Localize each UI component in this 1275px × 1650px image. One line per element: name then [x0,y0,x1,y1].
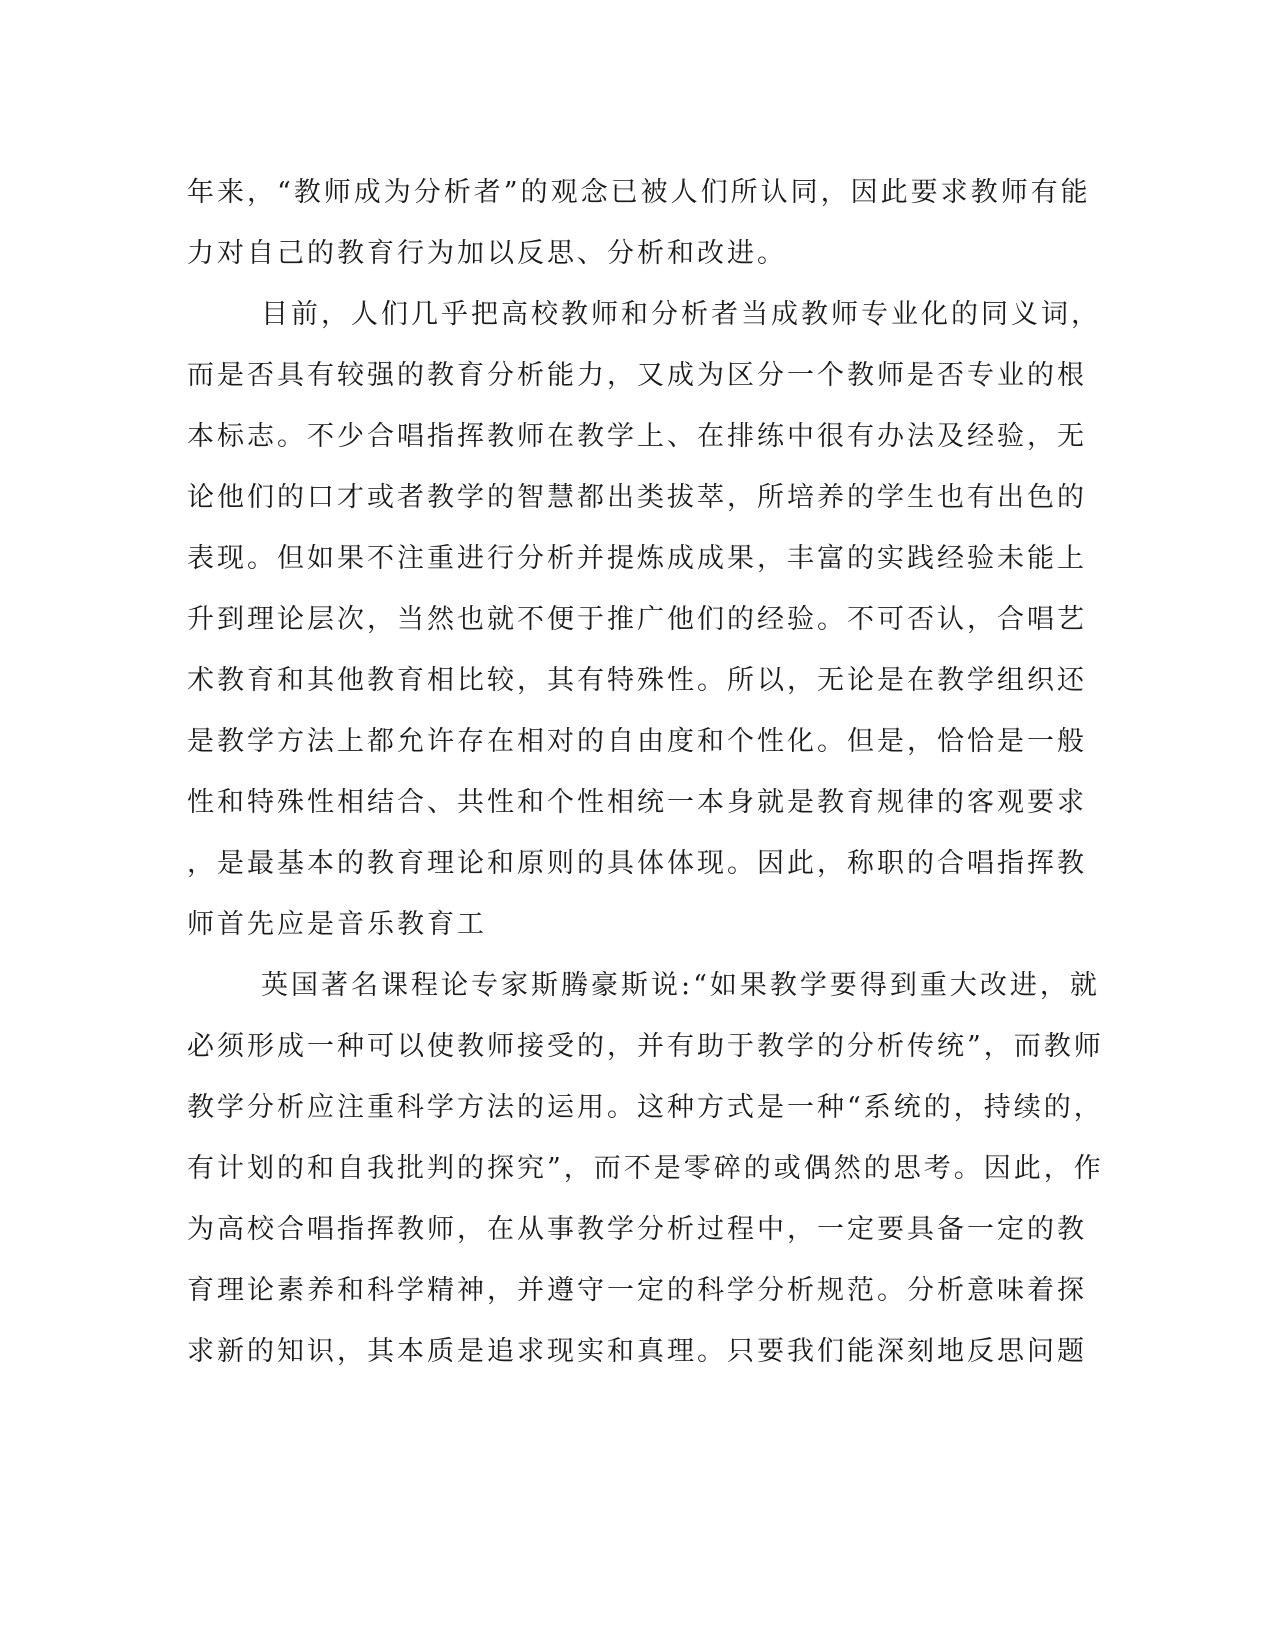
text-line: 性和特殊性相结合、共性和个性相统一本身就是教育规律的客观要求 [187,787,1087,818]
text-line: 有计划的和自我批判的探究”，而不是零碎的或偶然的思考。因此，作 [187,1153,1104,1184]
text-line: 目前，人们几乎把高校教师和分析者当成教师专业化的同义词， [261,299,1101,330]
text-line: 力对自己的教育行为加以反思、分析和改进。 [187,238,787,269]
text-line: 为高校合唱指挥教师，在从事教学分析过程中，一定要具备一定的教 [187,1214,1087,1245]
paragraph-2 [187,284,1101,955]
text-line: 育理论素养和科学精神，并遵守一定的科学分析规范。分析意味着探 [187,1275,1087,1306]
text-line: 必须形成一种可以使教师接受的，并有助于教学的分析传统”，而教师 [187,1031,1104,1062]
text-line: 教学分析应注重科学方法的运用。这种方式是一种“系统的，持续的， [187,1092,1104,1123]
text-line: 而是否具有较强的教育分析能力，又成为区分一个教师是否专业的根 [187,360,1087,391]
paragraph-3 [187,955,1104,1382]
text-line: ，是最基本的教育理论和原则的具体体现。因此，称职的合唱指挥教 [187,848,1087,879]
text-line: 论他们的口才或者教学的智慧都出类拔萃，所培养的学生也有出色的 [187,482,1087,513]
text-line: 是教学方法上都允许存在相对的自由度和个性化。但是，恰恰是一般 [187,726,1087,757]
text-line: 师首先应是音乐教育工 [187,909,487,940]
paragraph-1 [187,162,1091,284]
text-line: 年来，“教师成为分析者”的观念已被人们所认同，因此要求教师有能 [187,177,1091,208]
document-body [187,162,1104,1382]
text-line: 英国著名课程论专家斯腾豪斯说:“如果教学要得到重大改进，就 [261,970,1100,1001]
text-line: 本标志。不少合唱指挥教师在教学上、在排练中很有办法及经验，无 [187,421,1087,452]
text-line: 表现。但如果不注重进行分析并提炼成成果，丰富的实践经验未能上 [187,543,1087,574]
text-line: 术教育和其他教育相比较，其有特殊性。所以，无论是在教学组织还 [187,665,1087,696]
text-line: 升到理论层次，当然也就不便于推广他们的经验。不可否认，合唱艺 [187,604,1087,635]
text-line: 求新的知识，其本质是追求现实和真理。只要我们能深刻地反思问题 [187,1336,1087,1367]
